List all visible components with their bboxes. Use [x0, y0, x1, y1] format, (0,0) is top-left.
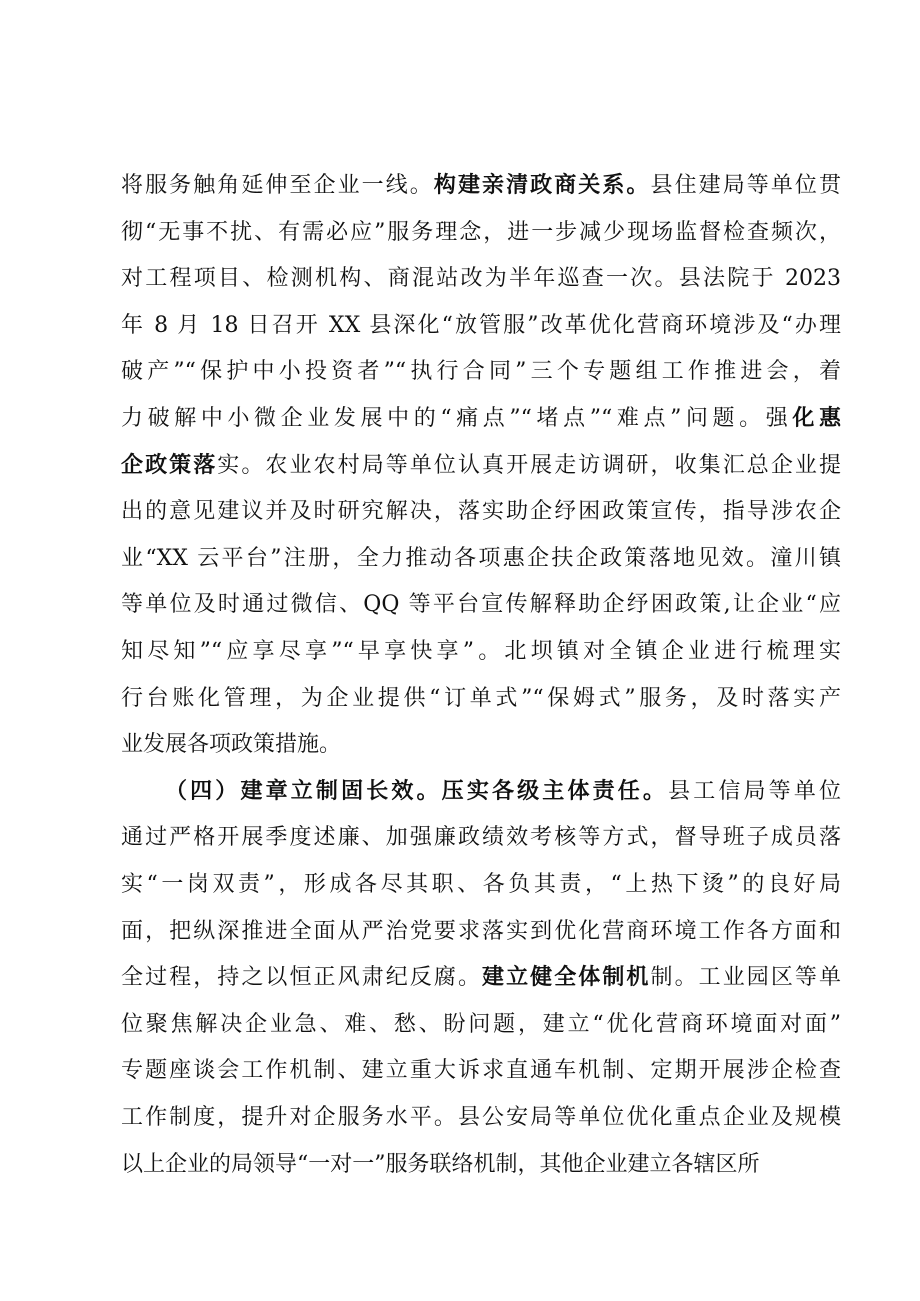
text-line	[121, 637, 841, 667]
text-line	[121, 357, 841, 387]
text-line	[121, 963, 841, 993]
body-text: 年 8 月 18 日召开 XX 县深化“放管服”改革优化营商环境涉及“办理	[121, 312, 841, 338]
body-text: 全过程，持之以恒正风肃纪反腐。	[121, 965, 483, 991]
body-text: 面，把纵深推进全面从严治党要求落实到优化营商环境工作各方面和	[121, 918, 841, 944]
body-text: 知尽知”“应享尽享”“早享快享”。北坝镇对全镇企业进行梳理实	[121, 639, 841, 664]
text-line	[121, 917, 841, 947]
body-text: 业发展各项政策措施。	[121, 732, 342, 758]
body-text: 县住建局等单位贯	[650, 173, 841, 198]
text-line	[121, 264, 841, 294]
text-line	[121, 451, 841, 481]
bold-heading-text: 化惠	[792, 406, 841, 431]
text-line	[121, 311, 841, 341]
text-line	[121, 590, 841, 620]
text-line	[121, 684, 841, 714]
text-line	[121, 1150, 841, 1180]
body-text: 将服务触角延伸至企业一线。	[121, 173, 434, 198]
text-line	[121, 171, 841, 201]
body-text: 等单位及时通过微信、QQ 等平台宣传解释助企纾困政策,让企业“应	[121, 592, 841, 618]
body-text: 力破解中小微企业发展中的“痛点”“堵点”“难点”问题。强	[121, 406, 793, 431]
text-line	[121, 1103, 841, 1133]
body-text: 位聚焦解决企业急、难、愁、盼问题，建立“优化营商环境面对面”	[121, 1011, 841, 1037]
text-line	[121, 1056, 841, 1086]
bold-heading-text: 构建亲清政商关系。	[433, 173, 651, 198]
body-text: 通过严格开展季度述廉、加强廉政绩效考核等方式，督导班子成员落	[121, 825, 841, 851]
body-text: 以上企业的局领导“一对一”服务联络机制，其他企业建立各辖区所	[121, 1151, 760, 1177]
text-line	[121, 218, 841, 248]
body-text: 制。工业园区等单	[650, 965, 841, 991]
body-text: 对工程项目、检测机构、商混站改为半年巡查一次。县法院于 2023	[121, 266, 841, 292]
text-line	[121, 1010, 841, 1040]
bold-heading-text: （四）建章立制固长效。压实各级主体责任。	[165, 778, 669, 804]
body-text: 彻“无事不扰、有需必应”服务理念，进一步减少现场监督检查频次，	[121, 219, 841, 245]
bold-heading-text: 建立健全体制机	[482, 965, 651, 991]
text-line	[121, 544, 841, 574]
body-text: 实“一岗双责”，形成各尽其职、各负其责，“上热下烫”的良好局	[121, 872, 841, 897]
body-text: 实。农业农村局等单位认真开展走访调研，收集汇总企业提	[217, 452, 841, 478]
body-text: 县工信局等单位	[668, 778, 841, 804]
body-text: 专题座谈会工作机制、建立重大诉求直通车机制、定期开展涉企检查	[121, 1058, 841, 1084]
body-text: 行台账化管理，为企业提供“订单式”“保姆式”服务，及时落实产	[121, 685, 841, 711]
text-line	[121, 730, 841, 760]
text-line	[121, 497, 841, 527]
text-line	[121, 870, 841, 900]
text-line	[165, 777, 841, 807]
text-line	[121, 823, 841, 853]
bold-heading-text: 企政策落	[121, 452, 218, 478]
body-text: 工作制度，提升对企服务水平。县公安局等单位优化重点企业及规模	[121, 1105, 841, 1130]
body-text: 破产”“保护中小投资者”“执行合同”三个专题组工作推进会，着	[121, 359, 841, 385]
body-text: 出的意见建议并及时研究解决，落实助企纾困政策宣传，指导涉农企	[121, 499, 841, 525]
text-line	[121, 404, 841, 434]
body-text: 业“XX 云平台”注册，全力推动各项惠企扶企政策落地见效。潼川镇	[121, 545, 841, 571]
